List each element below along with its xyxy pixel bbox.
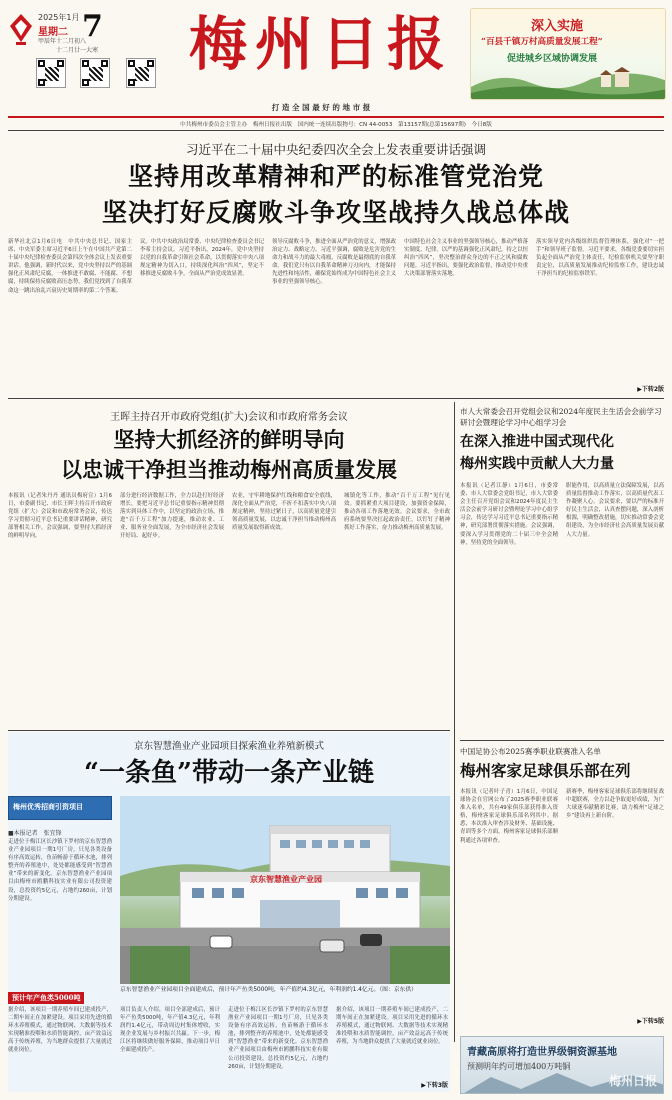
qr-code <box>80 58 110 88</box>
article-column: 新华社北京1月6日电 中共中央总书记、国家主席、中央军委主席习近平6日上午在中国共产党第二十届中央纪律检查委员会第四次全体会议上发表重要讲话。他强调，新时代以来，党中央坚持以严的基调强化正风肃纪反腐，一体推进不敢腐、不能腐、不想腐，持续保持反腐败高压态势，我们党找到了自我革命这一跳出治乱兴衰历史周期率的第二个答案。 <box>8 239 132 294</box>
article-column: 本报讯（记者江静）1月6日，市委常委、市人大常委会党组书记，市人大常委会主任召开党组会议和2024年度民主生活会会前学习研讨会暨理论学习中心组学习会，传达学习习近平总书记重要指示精神，研究部署贯彻落实措施。会议强调，要深入学习贯彻党的二十届三中全会精神，坚持党的全面领导。 <box>460 483 558 546</box>
promo-line1: “百县千镇万村高质量发展工程” <box>481 37 603 47</box>
continued-note: ▶下转5版 <box>637 1018 664 1025</box>
caption-label: 预计年产鱼类5000吨 <box>8 992 84 1004</box>
story-fish-industry <box>8 732 450 1092</box>
article-column: 本报讯（记者叶子青）1月6日，中国足球协会在官网公布了2025赛季职业联赛准入名单，共有49家俱乐部获得准入资格，梅州客家足球俱乐部名列其中。据悉，本次准入审查涉及财务、基础设施、青训等多个方面，梅州客家足球俱乐部顺利通过各项审查。 <box>460 789 558 844</box>
newspaper-logo <box>8 12 34 46</box>
watermark: 梅州日报 <box>608 1074 657 1088</box>
divider <box>8 398 664 399</box>
ad-headline: 青藏高原将打造世界级铜资源基地 <box>467 1047 617 1058</box>
solar-term: 十二月廿一大寒 <box>56 47 99 54</box>
qr-code <box>36 58 66 88</box>
article-column: 新赛季，梅州客家足球俱乐部将继续征战中超联赛，全力以赴争取更好成绩，为广大球迷奉献精彩比赛，助力梅州“足球之乡”建设再上新台阶。 <box>566 789 664 820</box>
article-column: 部分进行经济数据工作，全力以赴打好经济增长。要把习近平总书记重要指示精神贯彻落实到具体工作中，以坚定的政治立场，推进“百千万工程”加力提速，推动农业、工业、服务业全面发展，为全市经济社会发展开好局、起好步。 <box>120 493 224 540</box>
byline: ■本报记者 张宜锋 <box>8 830 62 837</box>
newspaper-slogan: 打 造 全 国 最 好 的 地 市 报 <box>271 103 371 112</box>
article-column: 据介绍，该项目一期养殖车间已建成投产，二期车间正在加紧建设。项目采用先进的循环水养殖模式，通过物联网、大数据等技术实现精准投喂和水质智能调控，亩产效益远高于传统养殖，为当地群众提供了大量就近就业岗位。 <box>8 1007 112 1054</box>
billboard-text: 梅州优秀招商引资项目 <box>13 802 83 811</box>
continued-note: ▶下转2版 <box>637 386 664 393</box>
article-column: 职能作用，以高质量立法保障发展，以高质量监督推动工作落实，以高质量代表工作凝聚人心。会议要求，要以严的标准开好民主生活会，认真查摆问题，深入剖析根源，明确整改措施，切实推动常委会党组建设，为全市经济社会高质量发展贡献人大力量。 <box>566 483 664 538</box>
story5-headline: 梅州客家足球俱乐部在列 <box>460 761 631 780</box>
photo-caption: 京东智慧渔业产业园项目全面建成后，预计年产鱼类5000吨，年产值约4.3亿元，年利润约1.4亿元。（图：京东供） <box>120 987 417 993</box>
article-column: 项目负责人介绍，项目全部建成后，预计年产鱼类5000吨，年产值4.3亿元，年利润约1.4亿元，带动周边村集体增收，实现企业发展与乡村振兴共赢。下一步，梅江区将继续做好服务保障，推动项目早日全面建成投产。 <box>120 1007 220 1054</box>
bottom-advertisement <box>460 1036 664 1094</box>
promo-banner <box>470 8 666 100</box>
story2-headline-1: 坚持大抓经济的鲜明导向 <box>113 427 345 452</box>
story4-headline: “一条鱼”带动一条产业链 <box>84 758 374 788</box>
story-football-club <box>460 742 664 1032</box>
article-column: 农业，守牢耕地保护红线和粮食安全底线，深化全面从严治党，不折不扣落实中央八项规定精神，坚持过紧日子，以高质量党建引领高质量发展，以忠诚干净担当推动梅州高质量发展取得新成效。 <box>232 493 336 532</box>
promo-line2: 促进城乡区域协调发展 <box>507 54 598 64</box>
story-government-meeting <box>8 402 450 728</box>
weekday: 星期二 <box>38 27 68 38</box>
divider <box>460 740 664 741</box>
top-story-kicker: 习近平在二十届中央纪委四次全会上发表重要讲话强调 <box>185 142 486 157</box>
story-npc-meeting <box>460 402 664 738</box>
top-story-headline-2: 坚决打好反腐败斗争攻坚战持久战总体战 <box>101 198 570 227</box>
divider <box>454 402 455 1042</box>
story3-headline-2: 梅州实践中贡献人大力量 <box>460 456 614 472</box>
story2-kicker: 王晖主持召开市政府党组(扩大)会议和市政府常务会议 <box>110 412 348 423</box>
masthead-rule <box>8 116 664 118</box>
article-column: 中国特色社会主义事业的坚强领导核心，推动严格落实制度、纪律。以严的基调强化正风肃纪，持之以恒纠治“四风”，坚决整治群众身边的不正之风和腐败问题。习近平指出，要强化政治监督，推动党中央重大决策部署落实落地。 <box>404 239 528 278</box>
ad-subline: 预测明年约可增加400万吨铜 <box>467 1062 571 1071</box>
story3-kicker: 市人大常委会召开党组会议和2024年度民主生活会会前学习研讨会暨理论学习中心组学习会 <box>460 407 662 427</box>
top-story <box>8 134 664 396</box>
article-column: 走进位于梅江区长沙镇下罗村的京东智慧渔业产业园项目一期1号厂房，只见各类设备有序高效运转，鱼苗畅游于循环水池，排列整齐的养殖池中，处处都能感受到“智慧渔业”带来的新变化。京东智慧渔业产业园项目由梅州市鸥鹏科技实业有限公司投资建设，总投资约5亿元，占地约260亩，计划分期建设。 <box>8 839 112 902</box>
newspaper-title: 梅州日报 <box>188 10 453 78</box>
aquaculture-park-photo <box>120 796 450 984</box>
investment-billboard <box>8 796 112 820</box>
promo-title: 深入实施 <box>531 19 584 34</box>
article-column: 城镇化等工作，推动“百千万工程”见行见效。要抓紧重大项目建设，加强资金保障，推动各项工作落地见效。会议要求，全市政府系统要坚决扛起政治责任，以钉钉子精神抓好工作落实，奋力推动梅州高质量发展。 <box>344 493 450 532</box>
top-story-headline-1: 坚持用改革精神和严的标准管党治党 <box>127 162 544 191</box>
story5-kicker: 中国足协公布2025赛季职业联赛准入名单 <box>460 747 601 756</box>
article-column: 落实领导党内各级组织监督管理体系，强化对“一把手”和领导班子监督。习近平要求，各级党委要切实担负起全面从严治党主体责任，纪检监察机关要坚守职责定位，以高质量发展推动纪检监察工作，建设忠诚干净担当的纪检监察铁军。 <box>536 239 664 278</box>
building-sign: 京东智慧渔业产业园 <box>250 874 322 884</box>
qr-code <box>126 58 156 88</box>
issue-number: 7 <box>82 9 103 44</box>
issue-date: 2025年1月 <box>38 13 80 22</box>
publication-info: 中共梅州市委员会主管主办 梅州日报社出版 国内统一连续出版物号：CN 44-0053 第13157期(总第15697期) 今日8版 <box>180 122 492 128</box>
article-column: 领导反腐败斗争，推进全面从严治党的意义，增强政治定力、战略定力。习近平强调，腐败是危害党的生命力和战斗力的最大毒瘤，反腐败是最彻底的自我革命。我们党只有以自我革命精神刀刃向内，才能保持先进性和纯洁性，确保党始终成为中国特色社会主义事业的坚强领导核心。 <box>272 239 396 286</box>
divider <box>8 130 664 131</box>
article-column: 据介绍，该项目一期养殖车间已建成投产，二期车间正在加紧建设。项目采用先进的循环水养殖模式，通过物联网、大数据等技术实现精准投喂和水质智能调控，亩产效益远高于传统养殖，为当地群众提供了大量就近就业岗位。 <box>336 1007 448 1046</box>
continued-note: ▶下转3版 <box>421 1082 448 1089</box>
divider <box>8 730 450 731</box>
article-column: 走进位于梅江区长沙镇下罗村的京东智慧渔业产业园项目一期1号厂房，只见各类设备有序高效运转，鱼苗畅游于循环水池，排列整齐的养殖池中，处处都能感受到“智慧渔业”带来的新变化。京东智慧渔业产业园项目由梅州市鸥鹏科技实业有限公司投资建设，总投资约5亿元，占地约260亩，计划分期建设。 <box>228 1007 328 1070</box>
promo-landscape <box>471 67 666 100</box>
article-column: 议。中共中央政治局常委、中央纪律检查委员会书记李希主持会议。习近平指出，2024年，党中央坚持以党的自我革命引领社会革命，以贯彻落实中央八项规定精神为切入口，持续深化纠治“四风”，坚定不移推进反腐败斗争，全面从严治党成效显著。 <box>140 239 264 278</box>
story3-headline-1: 在深入推进中国式现代化 <box>460 434 614 450</box>
lunar-date: 甲辰年十二月初八 <box>38 38 87 45</box>
story4-kicker: 京东智慧渔业产业园项目探索渔业养殖新模式 <box>133 741 324 752</box>
story2-headline-2: 以忠诚干净担当推动梅州高质量发展 <box>61 457 397 482</box>
article-column: 本报讯（记者朱丹丹 通讯员梅府宣）1月6日，市委副书记、市长王晖主持召开市政府党组（扩大）会议和市政府常务会议，传达学习贯彻习近平总书记重要讲话精神，研究部署相关工作。会议强调，要坚持大抓经济的鲜明导向。 <box>8 493 112 540</box>
masthead <box>0 0 672 132</box>
